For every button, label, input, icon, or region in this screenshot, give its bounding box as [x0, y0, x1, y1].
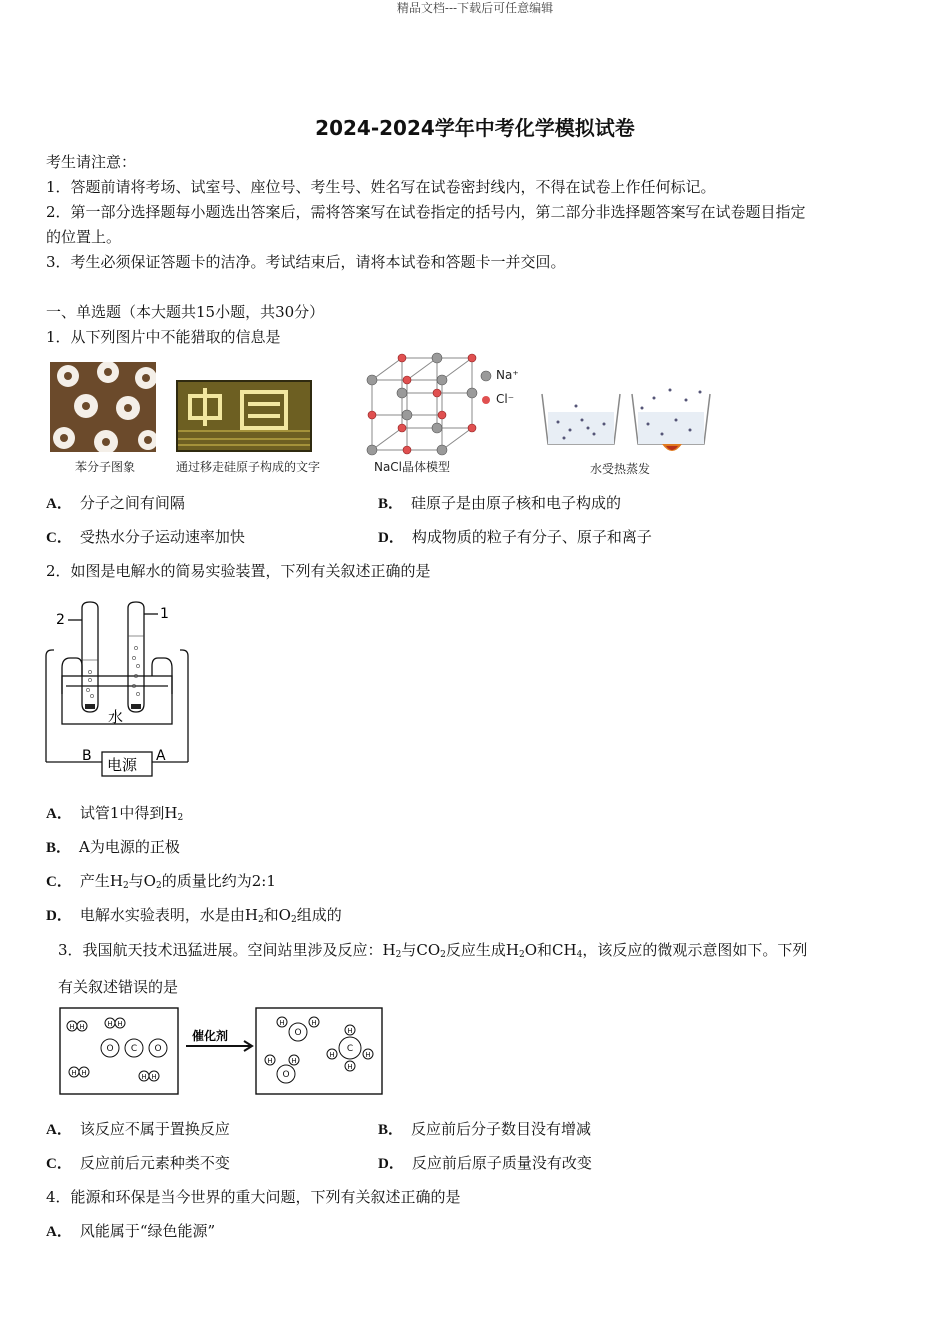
notice-heading: 考生请注意： [46, 153, 137, 171]
q4-option-a: A． 风能属于“绿色能源” [46, 1222, 216, 1240]
legend-dots [480, 368, 492, 408]
q2-option-a: A． 试管1中得到$H_2$ [46, 804, 184, 823]
electrolysis-diagram [44, 600, 190, 780]
q2-option-c: C． 产生$H_2$与$O_2$的质量比约为2:1 [46, 872, 276, 891]
svg-text:H: H [329, 1051, 335, 1059]
q2-option-d: D． 电解水实验表明，水是由$H_2$和$O_2$组成的 [46, 906, 342, 925]
page-title: 2024-2024学年中考化学模拟试卷 [315, 116, 635, 140]
svg-text:H: H [347, 1027, 353, 1035]
svg-text:O: O [294, 1028, 302, 1038]
tube2-label: 2 [56, 612, 65, 628]
q1-option-b: B． 硅原子是由原子核和电子构成的 [378, 494, 622, 512]
svg-text:H: H [311, 1019, 317, 1027]
legend-cl: Cl⁻ [496, 392, 515, 406]
q2-option-b: B． A为电源的正极 [46, 838, 180, 856]
notice-item: 1．答题前请将考场、试室号、座位号、考生号、姓名写在试卷密封线内，不得在试卷上作任何标记。 [46, 178, 716, 196]
svg-text:H: H [365, 1051, 371, 1059]
q3-stem-line2: 有关叙述错误的是 [58, 978, 179, 996]
svg-text:H: H [151, 1073, 157, 1081]
svg-text:H: H [347, 1063, 353, 1071]
svg-text:C: C [346, 1044, 354, 1054]
svg-text:H: H [69, 1023, 75, 1031]
reaction-diagram [58, 1006, 386, 1098]
q3-option-a: A． 该反应不属于置换反应 [46, 1120, 230, 1138]
q2-stem: 2．如图是电解水的简易实验装置，下列有关叙述正确的是 [46, 562, 431, 580]
q1-option-c: C． 受热水分子运动速率加快 [46, 528, 245, 546]
notice-item: 的位置上。 [46, 228, 122, 246]
q1-stem: 1．从下列图片中不能猎取的信息是 [46, 328, 281, 346]
caption-benzene: 苯分子图象 [74, 460, 135, 474]
benzene-image [50, 362, 156, 452]
silicon-text-image [176, 380, 312, 452]
q3-stem: 3．我国航天技术迅猛进展。空间站里涉及反应：$H_2$与$CO_2$反应生成$H_2O$和$CH_4$，该反应的微观示意图如下。下列 [58, 941, 808, 960]
svg-text:H: H [79, 1023, 85, 1031]
svg-text:H: H [267, 1057, 273, 1065]
electrode-a-label: A [156, 748, 166, 764]
water-evaporation-image [536, 384, 712, 458]
page-header: 精品文档---下载后可任意编辑 [396, 1, 554, 15]
svg-text:H: H [71, 1069, 77, 1077]
section-heading: 一、单选题（本大题共15小题，共30分） [46, 303, 325, 321]
q4-stem: 4．能源和环保是当今世界的重大问题，下列有关叙述正确的是 [46, 1188, 461, 1206]
svg-text:H: H [279, 1019, 285, 1027]
q1-option-d: D． 构成物质的粒子有分子、原子和离子 [378, 528, 652, 546]
notice-item: 3．考生必须保证答题卡的洁净。考试结束后，请将本试卷和答题卡一并交回。 [46, 253, 566, 271]
svg-text:C: C [130, 1044, 138, 1054]
svg-text:H: H [107, 1020, 113, 1028]
svg-text:H: H [117, 1020, 123, 1028]
q3-option-b: B． 反应前后分子数目没有增减 [378, 1120, 592, 1138]
caption-silicon: 通过移走硅原子构成的文字 [175, 460, 320, 474]
svg-text:O: O [154, 1044, 162, 1054]
nacl-crystal-model [362, 350, 480, 456]
caption-water: 水受热蒸发 [589, 462, 650, 476]
legend-na: Na⁺ [496, 368, 519, 382]
q3-option-d: D． 反应前后原子质量没有改变 [378, 1154, 592, 1172]
svg-text:H: H [291, 1057, 297, 1065]
svg-text:O: O [282, 1070, 290, 1080]
power-label: 电源 [107, 756, 138, 774]
catalyst-label: 催化剂 [192, 1029, 229, 1043]
caption-nacl: NaCl晶体模型 [373, 460, 451, 474]
water-label: 水 [108, 708, 124, 726]
electrode-b-label: B [82, 748, 92, 764]
svg-text:H: H [141, 1073, 147, 1081]
q3-option-c: C． 反应前后元素种类不变 [46, 1154, 230, 1172]
tube1-label: 1 [160, 606, 169, 622]
notice-item: 2．第一部分选择题每小题选出答案后，需将答案写在试卷指定的括号内，第二部分非选择题答案写在试卷题目指定 [46, 203, 806, 221]
svg-text:H: H [81, 1069, 87, 1077]
svg-text:O: O [106, 1044, 114, 1054]
q1-option-a: A． 分子之间有间隔 [46, 494, 185, 512]
